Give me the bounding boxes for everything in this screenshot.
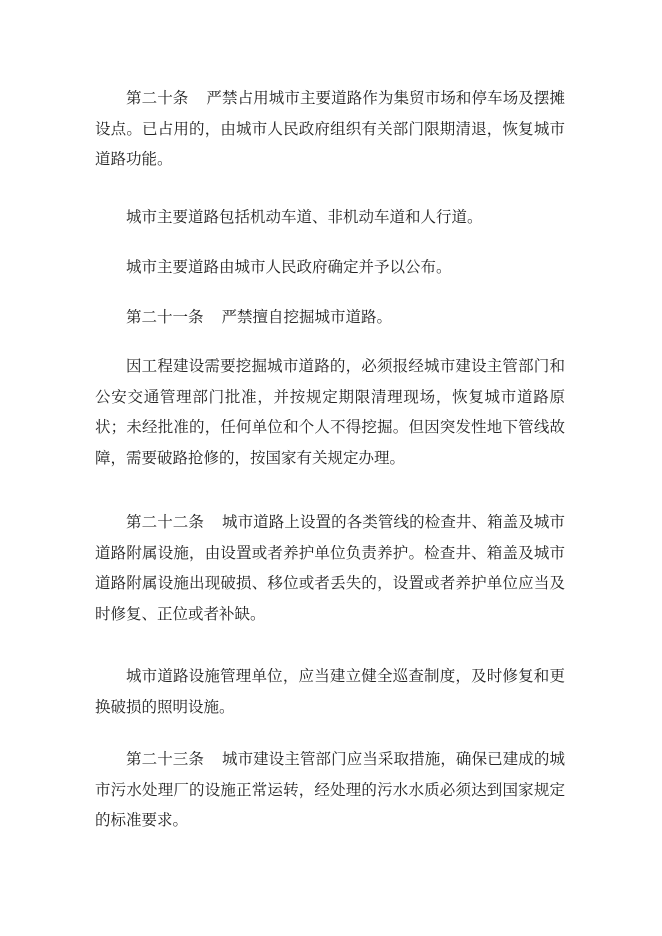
paragraph-article-21-clause-2 (95, 351, 565, 473)
article-number: 第二十一条 (126, 308, 204, 326)
article-number: 第二十条 (126, 89, 189, 107)
article-number: 第二十二条 (126, 513, 204, 531)
article-body: 城市建设主管部门应当采取措施，确保已建成的城市污水处理厂的设施正常运转，经处理的污水水质必须达到国家规定的标准要求。 (95, 750, 565, 829)
article-body: 城市道路上设置的各类管线的检查井、箱盖及城市道路附属设施，由设置或者养护单位负责养护。检查井、箱盖及城市道路附属设施出现破损、移位或者丢失的，设置或者养护单位应当及时修复、正位或者补缺。 (95, 513, 565, 623)
paragraph-text (95, 744, 565, 836)
paragraph-article-21 (95, 302, 565, 333)
paragraph-article-20-clause-3 (95, 252, 565, 283)
article-number: 第二十三条 (126, 750, 204, 768)
article-body: 严禁占用城市主要道路作为集贸市场和停车场及摆摊设点。已占用的，由城市人民政府组织有关部门限期清退，恢复城市道路功能。 (95, 89, 565, 168)
paragraph-article-20 (95, 83, 565, 175)
paragraph-text: 城市主要道路由城市人民政府确定并予以公布。 (126, 258, 452, 276)
paragraph-text: 城市道路设施管理单位，应当建立健全巡查制度，及时修复和更换破损的照明设施。 (95, 667, 565, 716)
paragraph-article-20-clause-2 (95, 202, 565, 233)
article-body: 严禁擅自挖掘城市道路。 (221, 308, 393, 326)
paragraph-article-22-clause-2 (95, 661, 565, 722)
paragraph-article-23 (95, 744, 565, 836)
paragraph-text (95, 83, 565, 175)
paragraph-text (95, 507, 565, 629)
paragraph-text: 因工程建设需要挖掘城市道路的，必须报经城市建设主管部门和公安交通管理部门批准，并按规定期限清理现场，恢复城市道路原状；未经批准的，任何单位和个人不得挖掘。但因突发性地下管线故障，需要破路抢修的，按国家有关规定办理。 (95, 357, 565, 467)
paragraph-text: 城市主要道路包括机动车道、非机动车道和人行道。 (126, 208, 483, 226)
paragraph-text (95, 302, 565, 333)
paragraph-article-22 (95, 507, 565, 629)
